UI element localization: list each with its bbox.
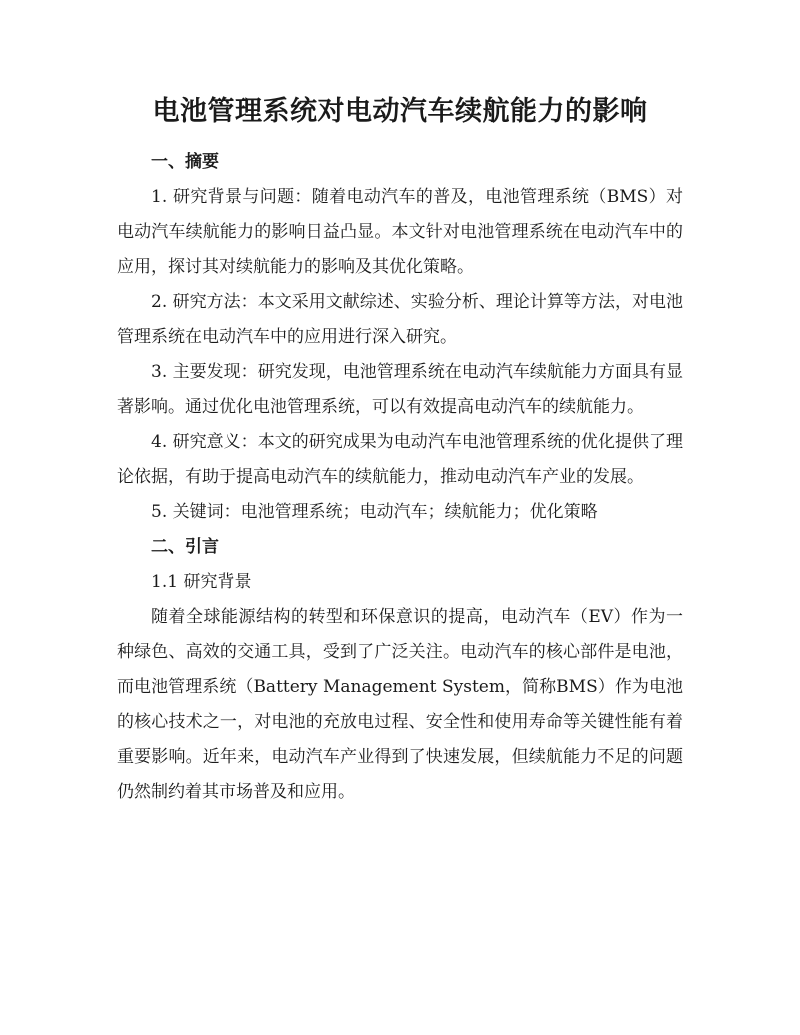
abstract-paragraph-significance: 4. 研究意义：本文的研究成果为电动汽车电池管理系统的优化提供了理论依据，有助于提高电动汽车的续航能力，推动电动汽车产业的发展。 (117, 432, 683, 487)
section-heading-introduction: 二、引言 (151, 537, 219, 557)
abstract-paragraph-methods: 2. 研究方法：本文采用文献综述、实验分析、理论计算等方法，对电池管理系统在电动汽车中的应用进行深入研究。 (117, 292, 683, 347)
abstract-paragraph-background: 1. 研究背景与问题：随着电动汽车的普及，电池管理系统（BMS）对电动汽车续航能力的影响日益凸显。本文针对电池管理系统在电动汽车中的应用，探讨其对续航能力的影响及其优化策略。 (117, 187, 683, 277)
document-body (117, 145, 683, 810)
subsection-heading-background: 1.1 研究背景 (151, 572, 252, 592)
section-heading-abstract: 一、摘要 (151, 152, 219, 172)
introduction-paragraph: 随着全球能源结构的转型和环保意识的提高，电动汽车（EV）作为一种绿色、高效的交通工具，受到了广泛关注。电动汽车的核心部件是电池，而电池管理系统（Battery Management System，简称BMS）作为电池的核心技术之一，对电池的充放电过程、安全性和使用寿命等关键性能有着重要影响。近年来，电动汽车产业得到了快速发展，但续航能力不足的问题仍然制约着其市场普及和应用。 (117, 607, 683, 802)
page-title: 电池管理系统对电动汽车续航能力的影响 (152, 96, 648, 127)
abstract-keywords: 5. 关键词：电池管理系统；电动汽车；续航能力；优化策略 (151, 502, 598, 522)
abstract-paragraph-findings: 3. 主要发现：研究发现，电池管理系统在电动汽车续航能力方面具有显著影响。通过优化电池管理系统，可以有效提高电动汽车的续航能力。 (117, 362, 683, 417)
